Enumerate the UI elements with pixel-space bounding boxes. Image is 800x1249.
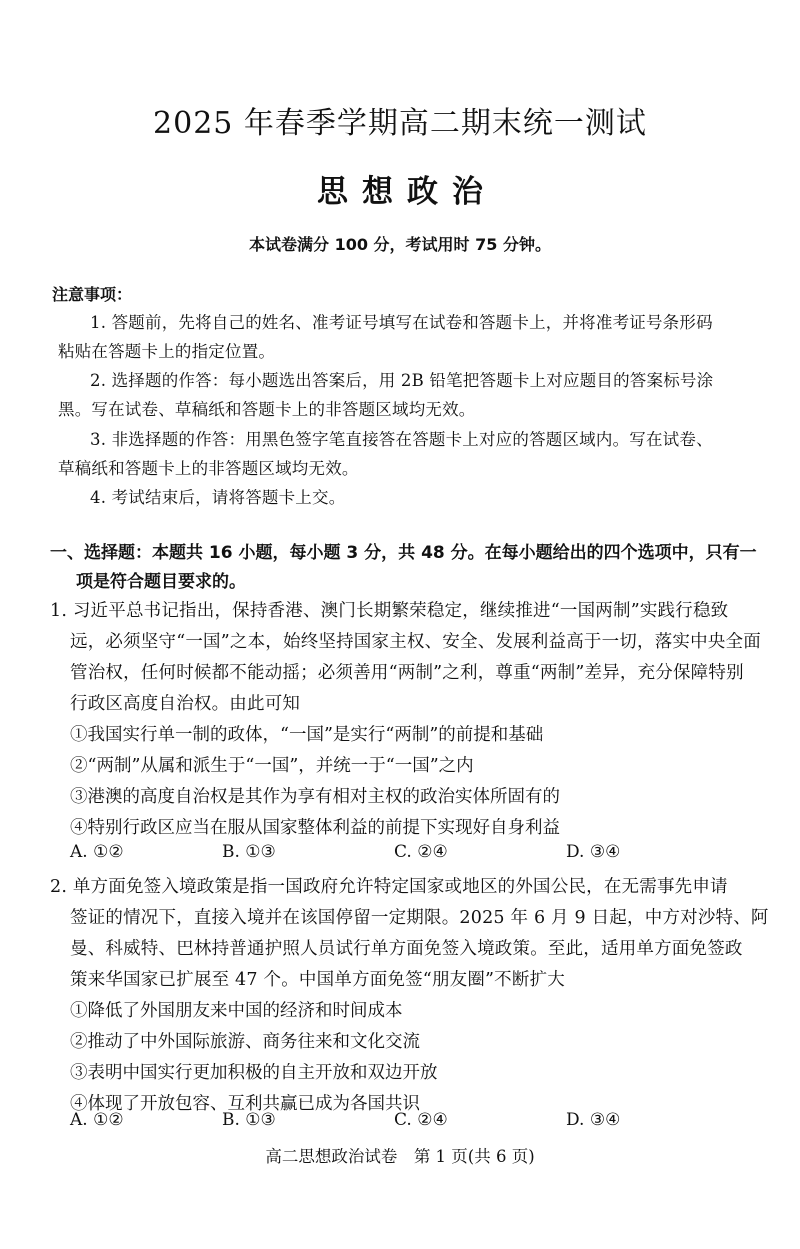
statement-option: ②“两制”从属和派生于“一国”，并统一于“一国”之内 — [70, 756, 474, 776]
notes-heading: 注意事项： — [52, 285, 133, 304]
statement-option: ④体现了开放包容、互利共赢已成为各国共识 — [70, 1094, 420, 1114]
statement-option: ①降低了外国朋友来中国的经济和时间成本 — [70, 1001, 403, 1021]
question-stem-line: 远，必须坚守“一国”之本，始终坚持国家主权、安全、发展利益高于一切，落实中央全面 — [70, 632, 761, 652]
notes-line: 1. 答题前，先将自己的姓名、准考证号填写在试卷和答题卡上，并将准考证号条形码 — [90, 313, 713, 332]
answer-choice-b[interactable]: B. ①③ — [222, 842, 276, 862]
statement-option: ④特别行政区应当在服从国家整体利益的前提下实现好自身利益 — [70, 818, 560, 838]
question-stem-line: 2. 单方面免签入境政策是指一国政府允许特定国家或地区的外国公民，在无需事先申请 — [50, 877, 728, 897]
question-stem-line: 管治权，任何时候都不能动摇；必须善用“两制”之利，尊重“两制”差异，充分保障特别 — [70, 663, 744, 683]
exam-title: 2025 年春季学期高二期末统一测试 — [153, 106, 647, 141]
statement-option: ③表明中国实行更加积极的自主开放和双边开放 — [70, 1063, 438, 1083]
question-stem-line: 1. 习近平总书记指出，保持香港、澳门长期繁荣稳定，继续推进“一国两制”实践行稳致 — [50, 601, 729, 621]
answer-choice-b[interactable]: B. ①③ — [222, 1110, 276, 1130]
notes-line: 3. 非选择题的作答：用黑色签字笔直接答在答题卡上对应的答题区域内。写在试卷、 — [90, 430, 713, 449]
page-footer: 高二思想政治试卷 第 1 页(共 6 页) — [265, 1147, 535, 1166]
statement-option: ②推动了中外国际旅游、商务往来和文化交流 — [70, 1032, 420, 1052]
answer-choice-c[interactable]: C. ②④ — [394, 1110, 448, 1130]
section-heading: 一、选择题：本题共 16 小题，每小题 3 分，共 48 分。在每小题给出的四个选项中，只有一 — [50, 543, 757, 563]
answer-choice-d[interactable]: D. ③④ — [566, 1110, 621, 1130]
answer-choice-c[interactable]: C. ②④ — [394, 842, 448, 862]
question-stem-line: 曼、科威特、巴林持普通护照人员试行单方面免签入境政策。至此，适用单方面免签政 — [70, 939, 743, 959]
question-stem-line: 签证的情况下，直接入境并在该国停留一定期限。2025 年 6 月 9 日起，中方对沙特、阿 — [70, 908, 769, 928]
statement-option: ①我国实行单一制的政体，“一国”是实行“两制”的前提和基础 — [70, 725, 544, 745]
notes-line: 粘贴在答题卡上的指定位置。 — [58, 342, 276, 361]
notes-line: 2. 选择题的作答：每小题选出答案后，用 2B 铅笔把答题卡上对应题目的答案标号涂 — [90, 371, 714, 390]
answer-choice-d[interactable]: D. ③④ — [566, 842, 621, 862]
subject-title: 思想政治 — [317, 174, 497, 210]
question-stem-line: 行政区高度自治权。由此可知 — [70, 694, 301, 714]
notes-line: 4. 考试结束后，请将答题卡上交。 — [90, 488, 346, 507]
answer-choice-a[interactable]: A. ①② — [70, 842, 124, 862]
question-stem-line: 策来华国家已扩展至 47 个。中国单方面免签“朋友圈”不断扩大 — [70, 970, 565, 990]
notes-line: 草稿纸和答题卡上的非答题区域均无效。 — [58, 459, 359, 478]
notes-line: 黑。写在试卷、草稿纸和答题卡上的非答题区域均无效。 — [58, 400, 476, 419]
exam-info: 本试卷满分 100 分，考试用时 75 分钟。 — [249, 235, 551, 254]
answer-choice-a[interactable]: A. ①② — [70, 1110, 124, 1130]
section-heading-cont: 项是符合题目要求的。 — [76, 572, 246, 592]
statement-option: ③港澳的高度自治权是其作为享有相对主权的政治实体所固有的 — [70, 787, 560, 807]
